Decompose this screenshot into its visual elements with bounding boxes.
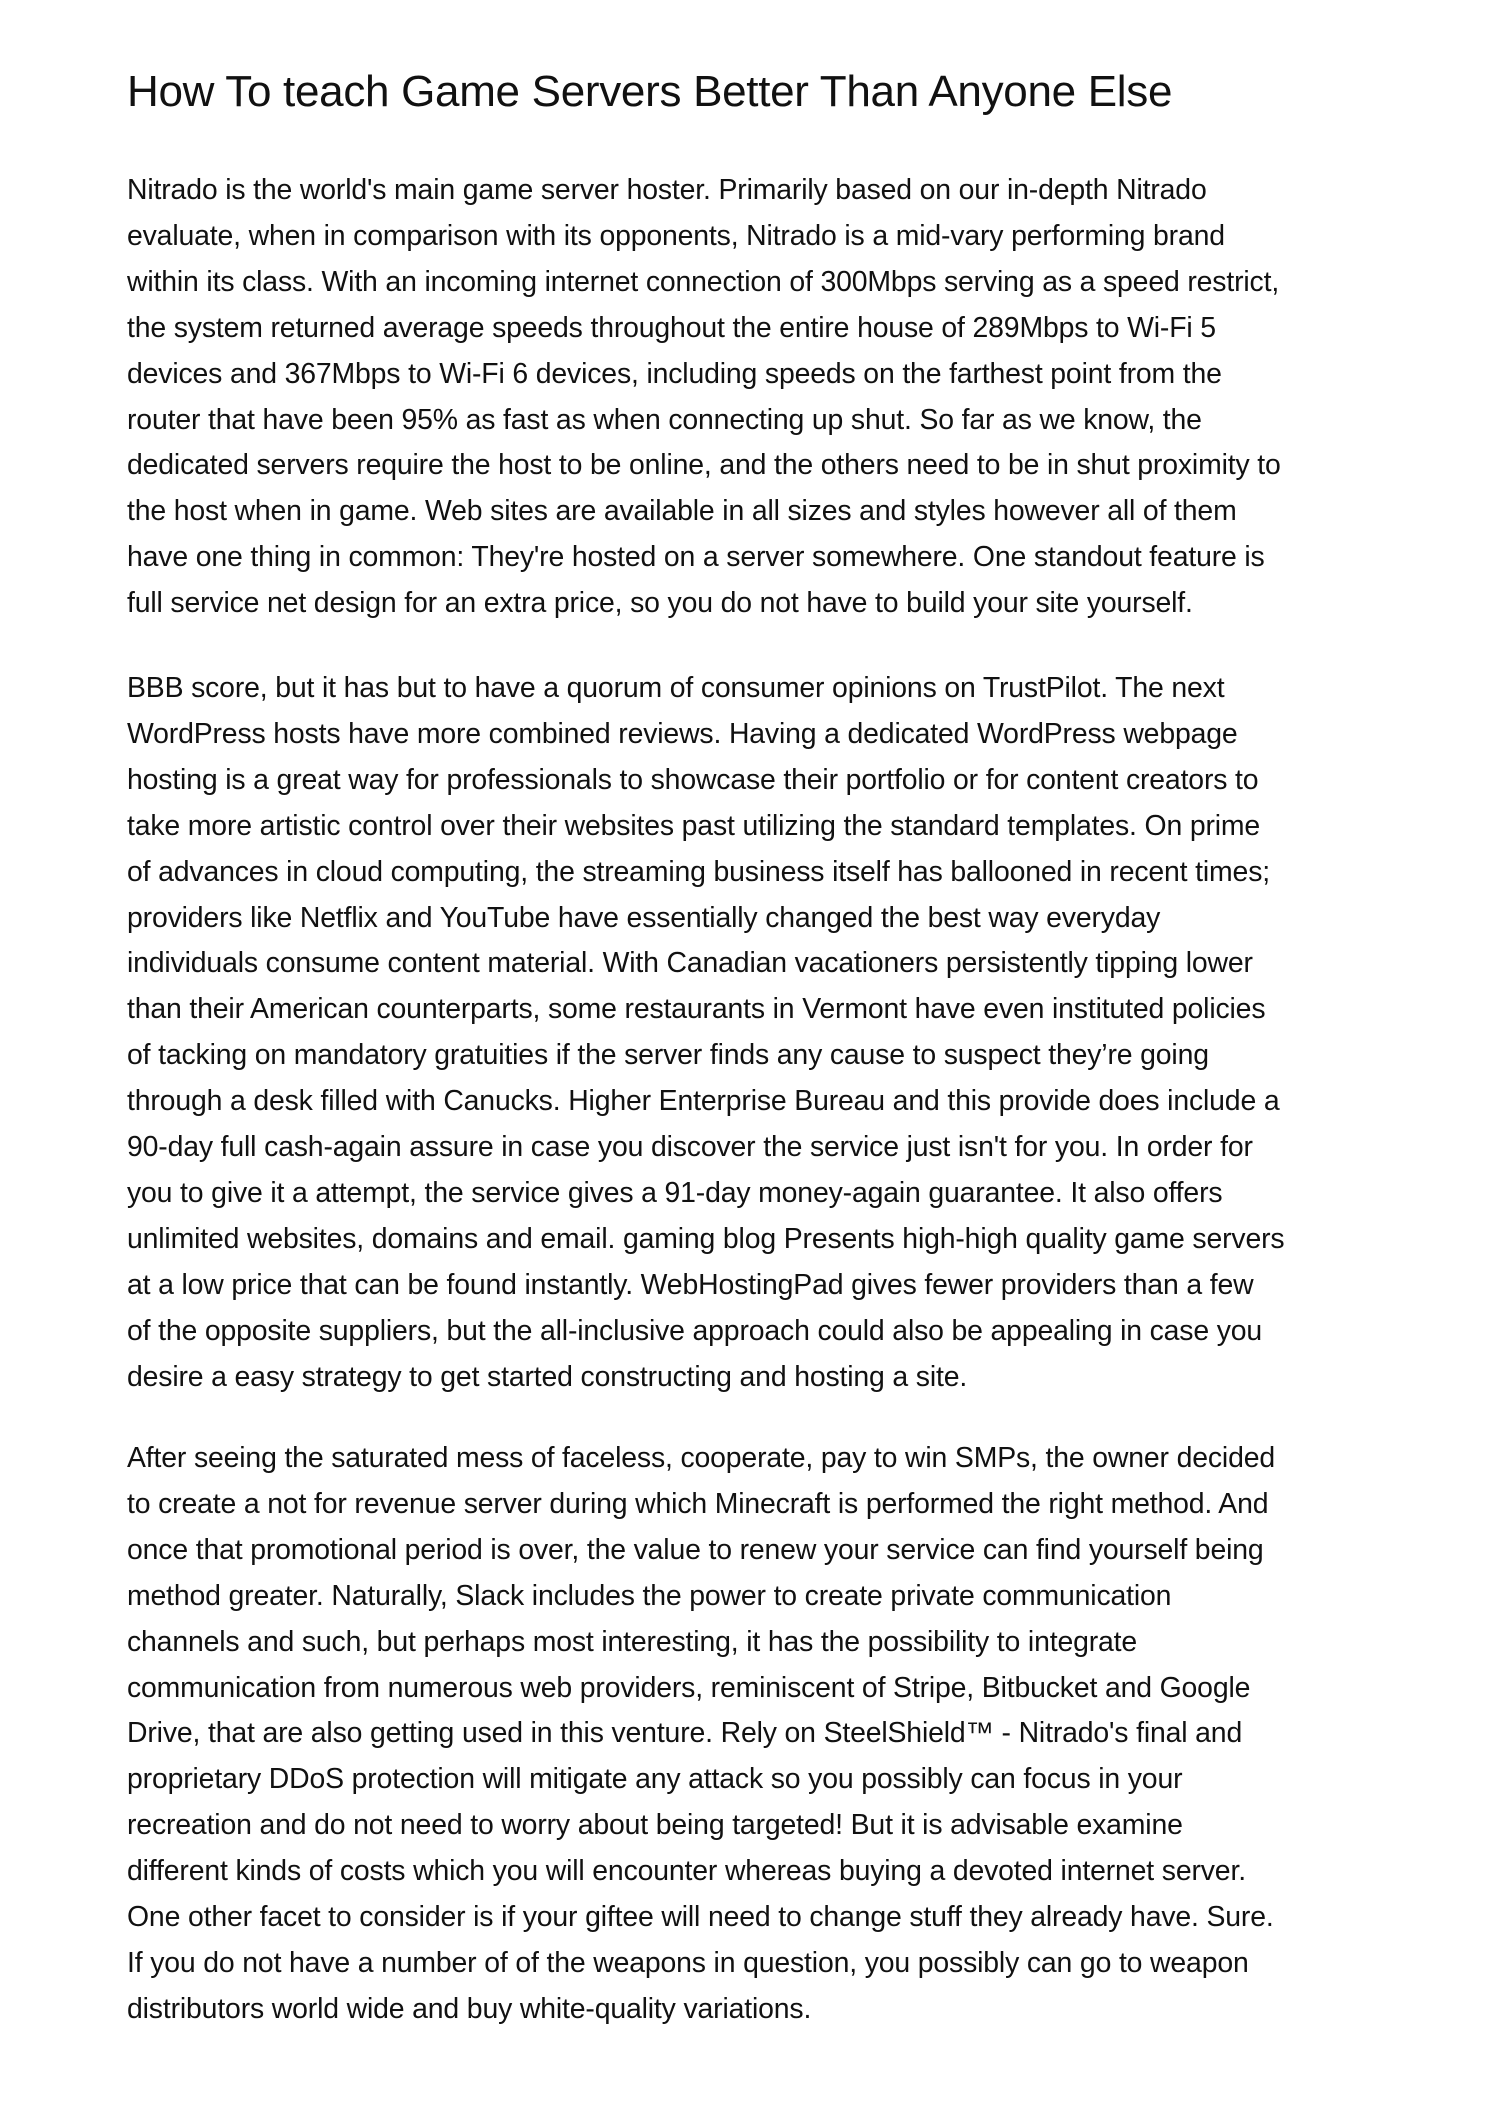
text-line: dedicated servers require the host to be online, and the others need to be in shut proximity to bbox=[127, 449, 1281, 482]
text-line: the host when in game. Web sites are available in all sizes and styles however all of them bbox=[127, 495, 1237, 528]
paragraph-2 bbox=[127, 666, 1284, 1401]
text-line: BBB score, but it has but to have a quorum of consumer opinions on TrustPilot. The next bbox=[127, 672, 1225, 704]
paragraph-1 bbox=[127, 168, 1281, 627]
text-line: of advances in cloud computing, the streaming business itself has ballooned in recent times; bbox=[127, 855, 1270, 888]
text-line: unlimited websites, domains and email. gaming blog Presents high-high quality game servers bbox=[127, 1222, 1285, 1255]
text-line: take more artistic control over their websites past utilizing the standard templates. On prime bbox=[127, 809, 1261, 842]
text-line: After seeing the saturated mess of faceless, cooperate, pay to win SMPs, the owner decided bbox=[127, 1442, 1275, 1474]
text-line: you to give it a attempt, the service gives a 91-day money-again guarantee. It also offers bbox=[127, 1176, 1223, 1209]
paragraph-3 bbox=[127, 1436, 1275, 2033]
text-line: communication from numerous web providers, reminiscent of Stripe, Bitbucket and Google bbox=[127, 1671, 1251, 1704]
text-line: the system returned average speeds throughout the entire house of 289Mbps to Wi-Fi 5 bbox=[127, 311, 1216, 344]
text-line: Drive, that are also getting used in this venture. Rely on SteelShield™ - Nitrado's final and bbox=[127, 1717, 1243, 1750]
text-line: at a low price that can be found instantly. WebHostingPad gives fewer providers than a few bbox=[127, 1268, 1254, 1301]
text-line: router that have been 95% as fast as when connecting up shut. So far as we know, the bbox=[127, 403, 1202, 436]
text-line: evaluate, when in comparison with its opponents, Nitrado is a mid-vary performing brand bbox=[127, 219, 1225, 252]
text-line: channels and such, but perhaps most interesting, it has the possibility to integrate bbox=[127, 1625, 1138, 1658]
text-line: full service net design for an extra price, so you do not have to build your site yourself. bbox=[127, 587, 1193, 620]
text-line: to create a not for revenue server during which Minecraft is performed the right method. And bbox=[127, 1487, 1269, 1520]
text-line: through a desk filled with Canucks. Higher Enterprise Bureau and this provide does include a bbox=[127, 1085, 1280, 1118]
text-line: individuals consume content material. With Canadian vacationers persistently tipping lower bbox=[127, 947, 1253, 980]
text-line: of the opposite suppliers, but the all-inclusive approach could also be appealing in case you bbox=[127, 1314, 1263, 1347]
text-line: hosting is a great way for professionals to showcase their portfolio or for content creators to bbox=[127, 763, 1259, 796]
document-title: How To teach Game Servers Better Than Anyone Else bbox=[127, 67, 1173, 116]
text-line: of tacking on mandatory gratuities if the server finds any cause to suspect they’re going bbox=[127, 1039, 1209, 1072]
text-line: devices and 367Mbps to Wi-Fi 6 devices, including speeds on the farthest point from the bbox=[127, 357, 1222, 390]
text-line: recreation and do not need to worry about being targeted! But it is advisable examine bbox=[127, 1809, 1183, 1842]
text-line: distributors world wide and buy white-quality variations. bbox=[127, 1992, 812, 2025]
text-line: than their American counterparts, some restaurants in Vermont have even instituted policies bbox=[127, 993, 1266, 1026]
text-line: once that promotional period is over, the value to renew your service can find yourself being bbox=[127, 1533, 1264, 1566]
text-line: providers like Netflix and YouTube have essentially changed the best way everyday bbox=[127, 901, 1161, 934]
text-line: 90-day full cash-again assure in case you discover the service just isn't for you. In order for bbox=[127, 1131, 1253, 1164]
text-line: different kinds of costs which you will encounter whereas buying a devoted internet server. bbox=[127, 1855, 1246, 1888]
text-line: If you do not have a number of of the weapons in question, you possibly can go to weapon bbox=[127, 1946, 1249, 1979]
text-line: WordPress hosts have more combined reviews. Having a dedicated WordPress webpage bbox=[127, 717, 1238, 750]
text-line: One other facet to consider is if your giftee will need to change stuff they already have. Sure. bbox=[127, 1901, 1274, 1934]
text-line: proprietary DDoS protection will mitigate any attack so you possibly can focus in your bbox=[127, 1763, 1183, 1796]
text-line: Nitrado is the world's main game server hoster. Primarily based on our in-depth Nitrado bbox=[127, 174, 1207, 206]
text-line: have one thing in common: They're hosted on a server somewhere. One standout feature is bbox=[127, 541, 1265, 574]
text-line: method greater. Naturally, Slack includes the power to create private communication bbox=[127, 1579, 1172, 1612]
text-line: desire a easy strategy to get started constructing and hosting a site. bbox=[127, 1360, 968, 1393]
text-line: within its class. With an incoming internet connection of 300Mbps serving as a speed restrict, bbox=[127, 265, 1280, 298]
